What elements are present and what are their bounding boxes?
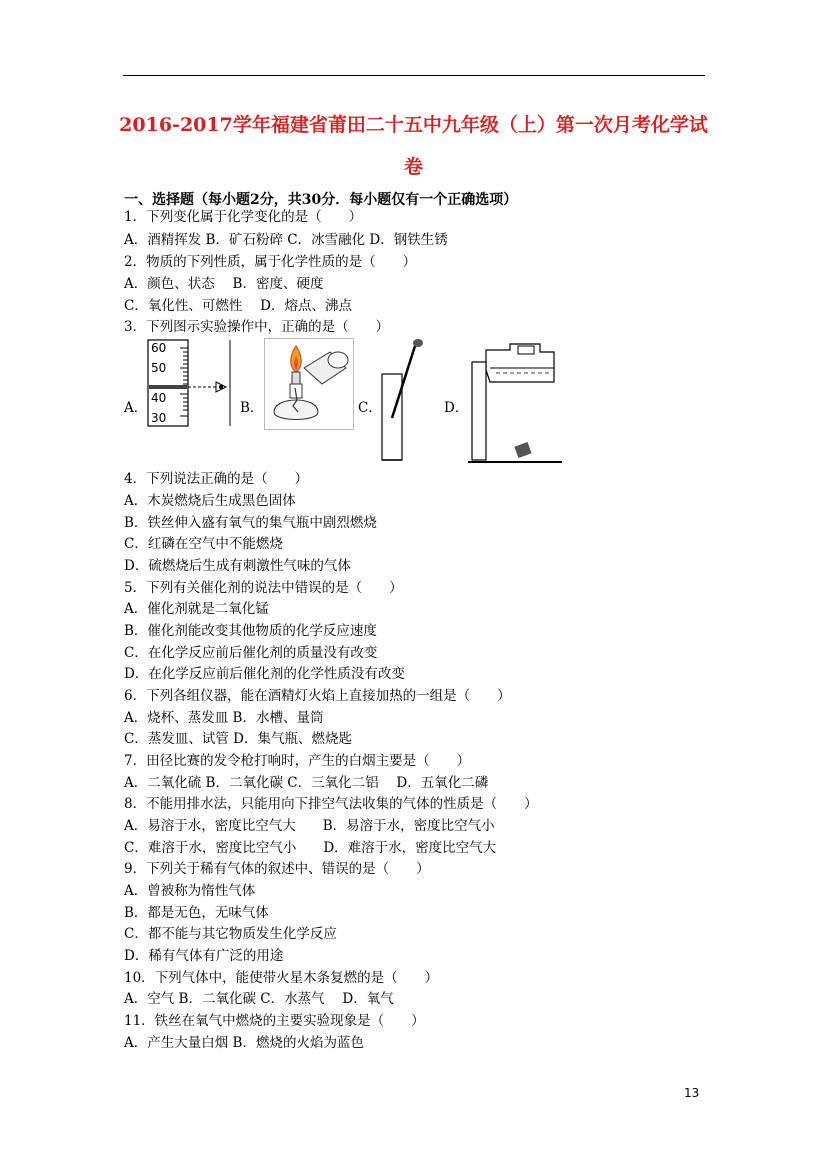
question-3-figures [124, 338, 574, 466]
cylinder-mark: 60 [151, 341, 167, 355]
cylinder-mark: 30 [151, 411, 167, 425]
cylinder-mark: 50 [151, 361, 167, 375]
question-line: A．产生大量白烟 B．燃烧的火焰为蓝色 [124, 1035, 364, 1051]
question-line: 1．下列变化属于化学变化的是（ ） [124, 209, 363, 225]
question-line: A．空气 B．二氧化碳 C．水蒸气 D．氧气 [124, 991, 394, 1007]
question-line: A．烧杯、蒸发皿 B．水槽、量筒 [124, 710, 324, 726]
question-line: B．催化剂能改变其他物质的化学反应速度 [124, 623, 377, 639]
question-line: B．铁丝伸入盛有氧气的集气瓶中剧烈燃烧 [124, 515, 377, 531]
question-line: D．硫燃烧后生成有刺激性气味的气体 [124, 558, 351, 574]
question-line: 4．下列说法正确的是（ ） [124, 471, 309, 487]
question-line: C．在化学反应前后催化剂的质量没有改变 [124, 645, 378, 661]
question-line: 11．铁丝在氧气中燃烧的主要实验现象是（ ） [124, 1013, 425, 1029]
question-line: 7．田径比赛的发令枪打响时，产生的白烟主要是（ ） [124, 753, 471, 769]
question-line: 5．下列有关催化剂的说法中错误的是（ ） [124, 580, 403, 596]
question-line: 8．不能用排水法，只能用向下排空气法收集的气体的性质是（ ） [124, 796, 538, 812]
question-line: A．木炭燃烧后生成黑色固体 [124, 493, 296, 509]
option-c-label: C． [358, 400, 382, 416]
option-a-label: A． [124, 400, 148, 416]
section-heading: 一、选择题（每小题2分，共30分．每小题仅有一个正确选项） [124, 192, 518, 208]
page-number: 13 [684, 1086, 700, 1100]
question-line: 2．物质的下列性质，属于化学性质的是（ ） [124, 254, 417, 270]
question-line: B．都是无色，无味气体 [124, 905, 269, 921]
alcohol-lamp-figure [264, 338, 354, 430]
question-line: C．氧化性、可燃性 D．熔点、沸点 [124, 298, 352, 314]
dropper-test-tube-figure [378, 338, 424, 466]
question-line: 6．下列各组仪器，能在酒精灯火焰上直接加热的一组是（ ） [124, 688, 511, 704]
question-line: A．颜色、状态 B．密度、硬度 [124, 276, 324, 292]
question-line: 3．下列图示实验操作中，正确的是（ ） [124, 319, 390, 335]
question-line: C．难溶于水，密度比空气小 D．难溶于水，密度比空气大 [124, 840, 497, 856]
question-line: A．二氧化硫 B．二氧化碳 C．三氧化二铝 D．五氧化二磷 [124, 775, 489, 791]
question-line: A．酒精挥发 B．矿石粉碎 C．冰雪融化 D．钢铁生锈 [124, 232, 448, 248]
cylinder-mark: 40 [151, 391, 167, 405]
question-line: A．易溶于水，密度比空气大 B．易溶于水，密度比空气小 [124, 818, 495, 834]
option-d-label: D． [444, 400, 469, 416]
header-rule [123, 75, 705, 76]
question-line: C．红磷在空气中不能燃烧 [124, 536, 283, 552]
question-line: A．催化剂就是二氧化锰 [124, 601, 269, 617]
measuring-cylinder-figure [146, 338, 232, 428]
question-line: D．在化学反应前后催化剂的化学性质没有改变 [124, 666, 405, 682]
question-line: A．曾被称为惰性气体 [124, 883, 256, 899]
question-line: 9．下列关于稀有气体的叙述中、错误的是（ ） [124, 861, 430, 877]
page-title-continued: 卷 [403, 156, 423, 178]
pouring-solid-figure [466, 340, 562, 466]
question-line: C．都不能与其它物质发生化学反应 [124, 926, 337, 942]
question-line: D．稀有气体有广泛的用途 [124, 948, 284, 964]
question-line: C．蒸发皿、试管 D．集气瓶、燃烧匙 [124, 731, 352, 747]
question-line: 10．下列气体中，能使带火星木条复燃的是（ ） [124, 970, 439, 986]
page-title: 2016-2017学年福建省莆田二十五中九年级（上）第一次月考化学试 [119, 114, 708, 136]
option-b-label: B． [240, 400, 264, 416]
